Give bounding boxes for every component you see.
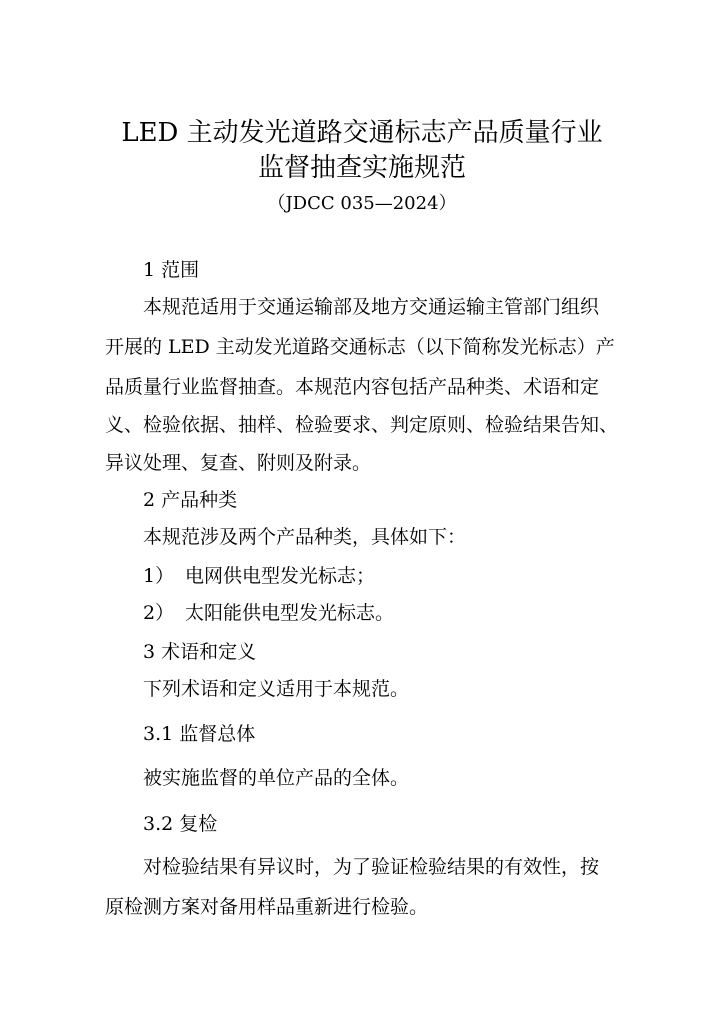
list-item-number: 2） xyxy=(143,602,175,624)
term-definition-line: 原检测方案对备用样品重新进行检验。 xyxy=(105,896,429,918)
section-1-heading: 1 范围 xyxy=(143,259,200,281)
section-1-paragraph-line: 义、检验依据、抽样、检验要求、判定原则、检验结果告知、 xyxy=(105,414,619,436)
section-1-paragraph-line: 本规范适用于交通运输部及地方交通运输主管部门组织 xyxy=(143,296,600,318)
term-definition: 被实施监督的单位产品的全体。 xyxy=(143,767,410,789)
list-item-number: 1） xyxy=(143,565,175,587)
section-1-paragraph-line: 品质量行业监督抽查。本规范内容包括产品种类、术语和定 xyxy=(105,376,600,398)
document-title-line-1: LED 主动发光道路交通标志产品质量行业 xyxy=(121,118,603,148)
list-item-text: 电网供电型发光标志； xyxy=(185,565,376,587)
term-definition-line: 对检验结果有异议时，为了验证检验结果的有效性，按 xyxy=(143,856,600,878)
section-3-heading: 3 术语和定义 xyxy=(143,641,257,663)
document-title-line-2: 监督抽查实施规范 xyxy=(257,153,466,183)
section-1-paragraph-line: 异议处理、复查、附则及附录。 xyxy=(105,452,372,474)
section-2-intro: 本规范涉及两个产品种类，具体如下： xyxy=(143,526,467,548)
section-3-intro: 下列术语和定义适用于本规范。 xyxy=(143,678,410,700)
section-1-paragraph-line: 开展的 LED 主动发光道路交通标志（以下简称发光标志）产 xyxy=(105,336,615,358)
term-heading: 3.2 复检 xyxy=(143,813,218,835)
document-code: （JDCC 035—2024） xyxy=(267,193,457,214)
term-heading: 3.1 监督总体 xyxy=(143,723,256,745)
list-item xyxy=(143,600,394,626)
section-2-heading: 2 产品种类 xyxy=(143,489,238,511)
list-item xyxy=(143,563,375,589)
list-item-text: 太阳能供电型发光标志。 xyxy=(185,602,395,624)
